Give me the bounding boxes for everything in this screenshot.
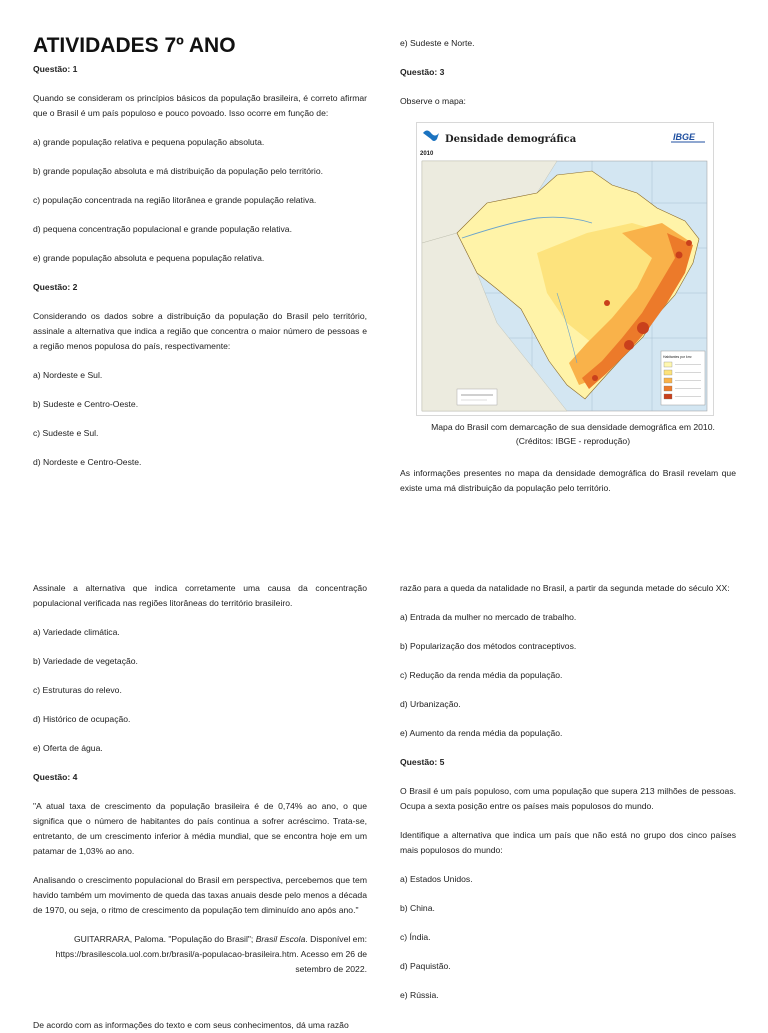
q4-heading: Questão: 4	[33, 772, 78, 782]
page1-left-column	[33, 62, 367, 470]
q1-option-b: b) grande população absoluta e má distribuição da população pelo território.	[33, 166, 323, 176]
page2-left-column	[33, 581, 367, 977]
q4-option-e: e) Aumento da renda média da população.	[400, 728, 563, 738]
legend-swatch	[664, 394, 672, 399]
citation-rest: . Disponível em: https://brasilescola.uol.com.br/brasil/a-populacao-brasileira.htm. Acesso em 26 de setembro de 2022.	[55, 934, 367, 974]
q4-option-a: a) Entrada da mulher no mercado de trabalho.	[400, 612, 577, 622]
q2-option-d: d) Nordeste e Centro-Oeste.	[33, 457, 142, 467]
q1-text: Quando se consideram os princípios básicos da população brasileira, é correto afirmar que o Brasil é um país populoso e pouco povoado. Isso ocorre em função de:	[33, 93, 367, 118]
q4-option-d: d) Urbanização.	[400, 699, 461, 709]
q3-option-e: e) Oferta de água.	[33, 743, 103, 753]
density-map	[416, 122, 714, 416]
citation-source: Brasil Escola	[255, 934, 306, 944]
q2-option-c: c) Sudeste e Sul.	[33, 428, 99, 438]
citation-author: GUITARRARA, Paloma. "População do Brasil";	[73, 934, 256, 944]
q3-option-c: c) Estruturas do relevo.	[33, 685, 122, 695]
q3-question: Assinale a alternativa que indica corretamente uma causa da concentração populacional verificada nas regiões litorâneas do território brasileiro.	[33, 583, 367, 608]
q5-heading: Questão: 5	[400, 757, 445, 767]
q4-cut-line-wrap	[33, 1018, 367, 1030]
legend-swatch	[664, 370, 672, 375]
q3-option-a: a) Variedade climática.	[33, 627, 120, 637]
q3-option-d: d) Histórico de ocupação.	[33, 714, 131, 724]
q3-option-b: b) Variedade de vegetação.	[33, 656, 138, 666]
q5-option-e: e) Rússia.	[400, 990, 439, 1000]
q4-quote-part2: Analisando o crescimento populacional do Brasil em perspectiva, percebemos que tem havido também um movimento de queda das taxas anuais desde pelo menos a década de 1970, ou seja, o ritmo de crescimento da população tem diminuído ano após ano."	[33, 875, 367, 915]
q2-heading: Questão: 2	[33, 282, 78, 292]
q1-option-d: d) pequena concentração populacional e grande população relativa.	[33, 224, 292, 234]
q2-option-a: a) Nordeste e Sul.	[33, 370, 103, 380]
map-header	[420, 131, 705, 158]
q5-option-d: d) Paquistão.	[400, 961, 451, 971]
legend-title: Habitantes por km²	[663, 355, 692, 359]
q2-text: Considerando os dados sobre a distribuição da população do Brasil pelo território, assinale a alternativa que indica a região que concentra o maior número de pessoas e a região menos populosa do país, respectivamente:	[33, 311, 367, 351]
q4-option-c: c) Redução da renda média da população.	[400, 670, 563, 680]
map-caption-line2: (Créditos: IBGE - reprodução)	[515, 436, 631, 446]
page-title: ATIVIDADES 7º ANO	[33, 34, 236, 57]
q3-heading: Questão: 3	[400, 67, 445, 77]
q1-option-e: e) grande população absoluta e pequena população relativa.	[33, 253, 265, 263]
legend-swatch	[664, 378, 672, 383]
q4-citation	[33, 932, 367, 977]
density-map-svg	[417, 123, 713, 415]
q1-option-a: a) grande população relativa e pequena população absoluta.	[33, 137, 265, 147]
q5-option-a: a) Estados Unidos.	[400, 874, 473, 884]
q5-option-c: c) Índia.	[400, 932, 431, 942]
page2-right-column	[400, 581, 736, 1003]
page1-right-column	[400, 36, 736, 109]
q1-option-c: c) população concentrada na região litorânea e grande população relativa.	[33, 195, 317, 205]
map-year: 2010	[420, 151, 434, 157]
map-logo-icon	[423, 131, 439, 142]
q4-option-b: b) Popularização dos métodos contraceptivos.	[400, 641, 577, 651]
q4-continuation: razão para a queda da natalidade no Brasil, a partir da segunda metade do século XX:	[400, 583, 730, 593]
map-title: Densidade demográfica	[445, 134, 577, 145]
ibge-logo: IBGE	[673, 132, 696, 142]
q5-text2: Identifique a alternativa que indica um país que não está no grupo dos cinco países mais populosos do mundo:	[400, 830, 736, 855]
q3-intro: Observe o mapa:	[400, 96, 466, 106]
map-caption-line1: Mapa do Brasil com demarcação de sua densidade demográfica em 2010.	[431, 422, 715, 432]
q2-option-e: e) Sudeste e Norte.	[400, 38, 475, 48]
map-scale	[457, 389, 497, 405]
legend-swatch	[664, 386, 672, 391]
map-caption	[400, 420, 746, 448]
q1-heading: Questão: 1	[33, 64, 78, 74]
q4-quote-part1: "A atual taxa de crescimento da população brasileira é de 0,74% ao ano, o que significa que o número de habitantes do país continua a sofrer acréscimo. Trata-se, entretanto, de um crescimento inferior à média mundial, que se encontra hoje em um patamar de 1,03% ao ano.	[33, 801, 367, 856]
q3-after-paragraph: As informações presentes no mapa da densidade demográfica do Brasil revelam que existe uma má distribuição da população pelo território.	[400, 468, 736, 493]
map-legend	[661, 351, 705, 405]
q5-text1: O Brasil é um país populoso, com uma população que supera 213 milhões de pessoas. Ocupa a sexta posição entre os países mais populosos do mundo.	[400, 786, 736, 811]
q4-cut-line: De acordo com as informações do texto e com seus conhecimentos, dá uma razão	[33, 1020, 349, 1030]
q2-option-b: b) Sudeste e Centro-Oeste.	[33, 399, 139, 409]
q5-option-b: b) China.	[400, 903, 435, 913]
legend-swatch	[664, 362, 672, 367]
q3-after-text	[400, 466, 736, 496]
